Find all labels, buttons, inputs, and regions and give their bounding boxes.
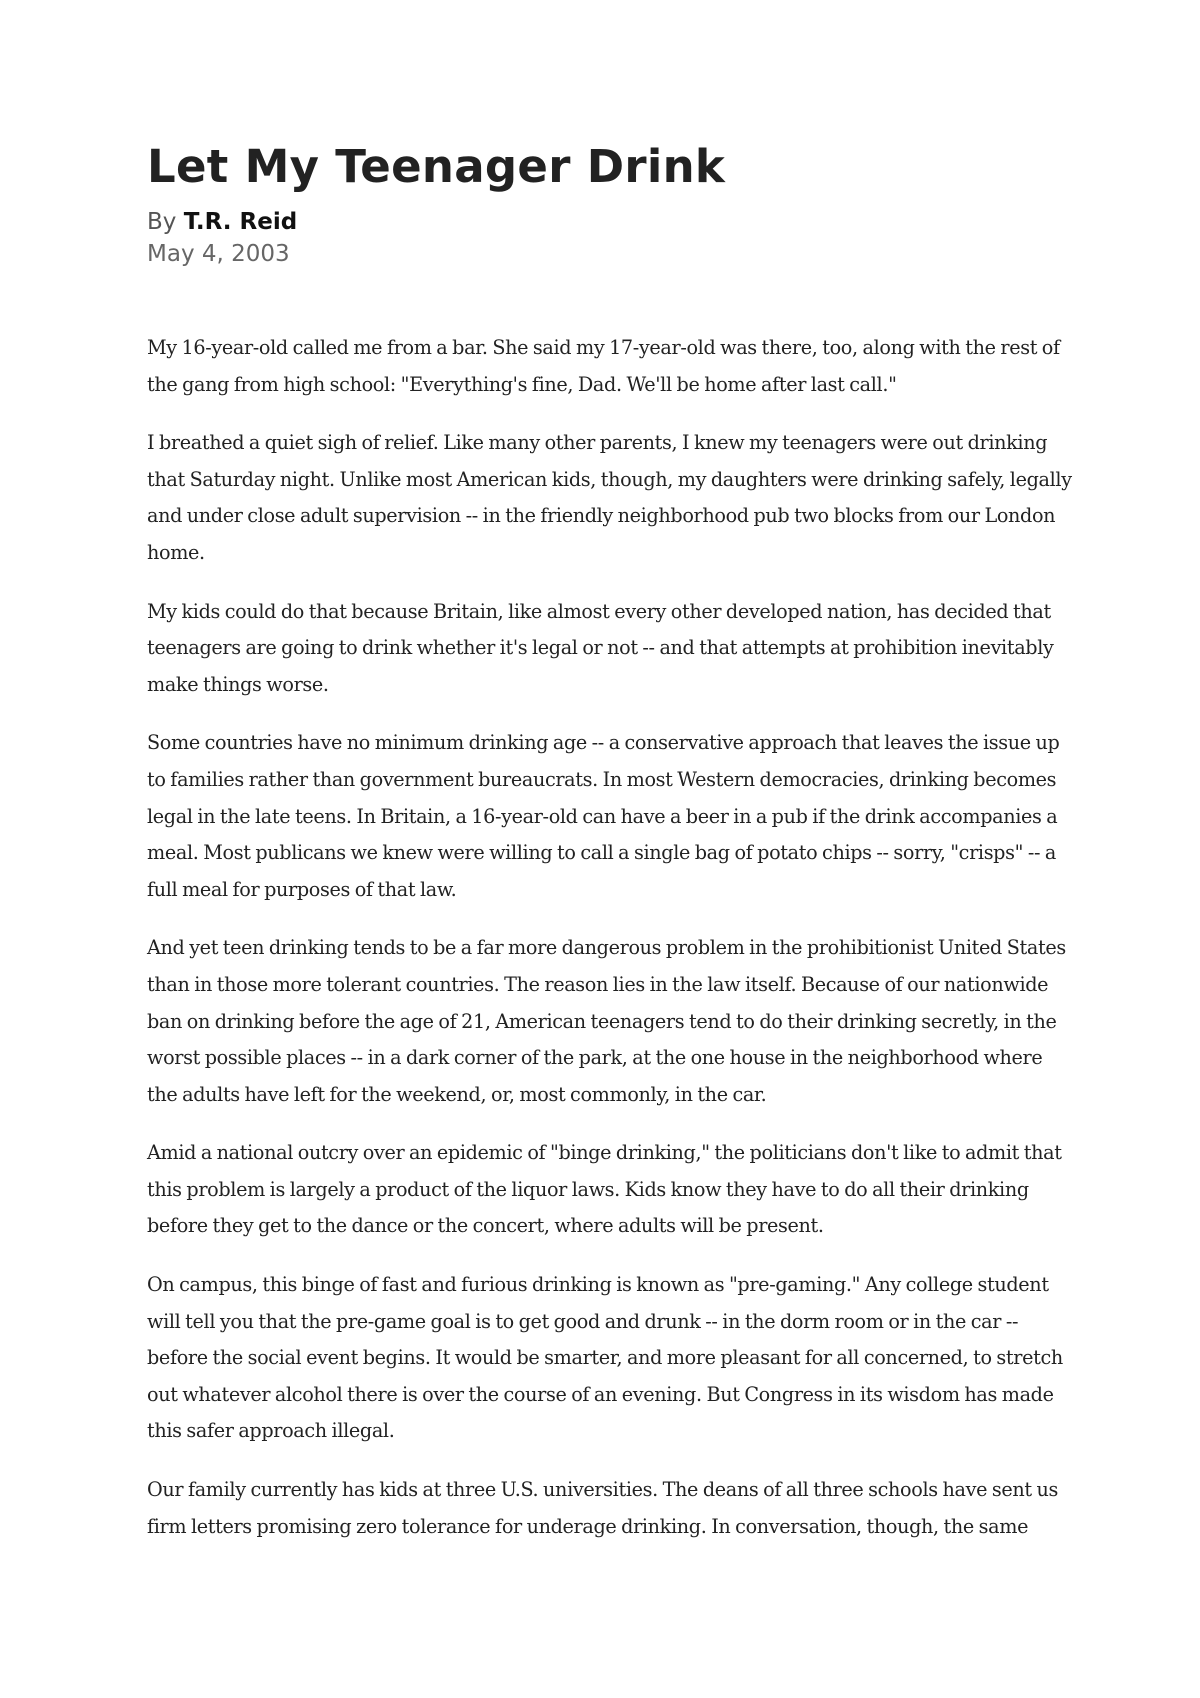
article-paragraph: My 16-year-old called me from a bar. She said my 17-year-old was there, too, along with the rest of the gang from high school: "Everything's fine, Dad. We'll be home after last call."	[147, 336, 1060, 396]
byline-prefix: By	[147, 209, 177, 235]
article-paragraph: I breathed a quiet sigh of relief. Like many other parents, I knew my teenagers were out drinking that Saturday night. Unlike most American kids, though, my daughters were drinking safely, legally and under close adult supervision -- in the friendly neighborhood pub two blocks from our London home.	[147, 431, 1072, 564]
article-paragraph: Our family currently has kids at three U.S. universities. The deans of all three schools have sent us firm letters promising zero tolerance for underage drinking. In conversation, though, the same	[147, 1478, 1058, 1538]
byline	[147, 206, 1077, 238]
author-name: T.R. Reid	[183, 209, 298, 235]
article-paragraph: Some countries have no minimum drinking age -- a conservative approach that leaves the issue up to families rather than government bureaucrats. In most Western democracies, drinking becomes legal in the late teens. In Britain, a 16-year-old can have a beer in a pub if the drink accompanies a meal. Most publicans we knew were willing to call a single bag of potato chips -- sorry, "crisps" -- a full meal for purposes of that law.	[147, 731, 1060, 901]
article-title: Let My Teenager Drink	[147, 140, 726, 193]
article-paragraph: And yet teen drinking tends to be a far more dangerous problem in the prohibitionist United States than in those more tolerant countries. The reason lies in the law itself. Because of our nationwide ban on drinking before the age of 21, American teenagers tend to do their drinking secretly, in the worst possible places -- in a dark corner of the park, at the one house in the neighborhood where the adults have left for the weekend, or, most commonly, in the car.	[147, 936, 1066, 1106]
article-paragraph: Amid a national outcry over an epidemic of "binge drinking," the politicians don't like to admit that this problem is largely a product of the liquor laws. Kids know they have to do all their drinking before they get to the dance or the concert, where adults will be present.	[147, 1141, 1062, 1238]
article-paragraph: On campus, this binge of fast and furious drinking is known as "pre-gaming." Any college student will tell you that the pre-game goal is to get good and drunk -- in the dorm room or in the car -- before the social event begins. It would be smarter, and more pleasant for all concerned, to stretch out whatever alcohol there is over the course of an evening. But Congress in its wisdom has made this safer approach illegal.	[147, 1273, 1063, 1443]
article-page	[147, 140, 1077, 1567]
publication-date: May 4, 2003	[147, 241, 290, 267]
article-body	[147, 330, 1077, 1545]
article-paragraph: My kids could do that because Britain, like almost every other developed nation, has decided that teenagers are going to drink whether it's legal or not -- and that attempts at prohibition inevitably make things worse.	[147, 599, 1054, 696]
